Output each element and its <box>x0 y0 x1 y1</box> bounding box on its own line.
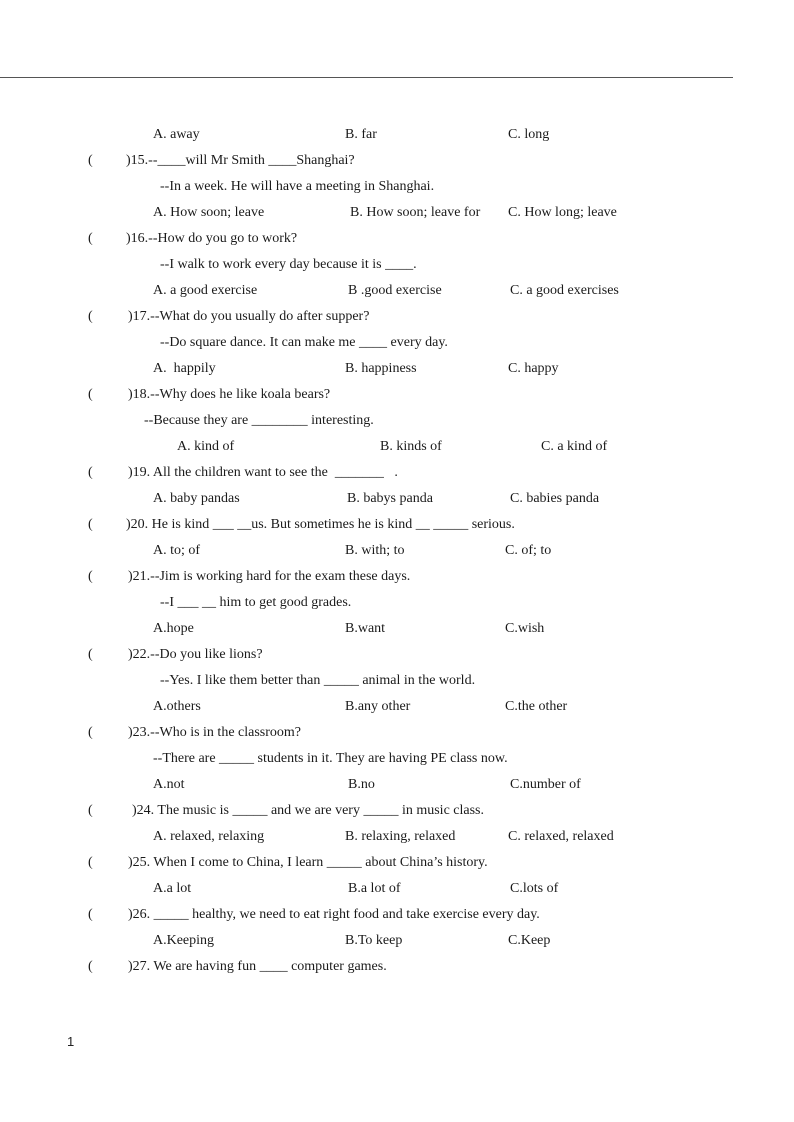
response-18: --Because they are ________ interesting. <box>144 413 374 428</box>
question-23: )23.--Who is in the classroom? <box>128 725 302 740</box>
option-b: B.no <box>348 777 375 792</box>
option-c: C. of; to <box>505 543 552 558</box>
option-c: C. a good exercises <box>510 283 619 298</box>
option-c: C.lots of <box>510 881 559 896</box>
option-c: C.the other <box>505 699 568 714</box>
option-c: C.number of <box>510 777 581 792</box>
option-c: C. a kind of <box>541 439 608 454</box>
option-b: B. babys panda <box>347 491 433 506</box>
option-a: A. How soon; leave <box>153 205 265 220</box>
answer-paren: ( <box>88 309 93 324</box>
answer-paren: ( <box>88 569 93 584</box>
question-19: )19. All the children want to see the _______ . <box>128 465 398 480</box>
answer-paren: ( <box>88 907 93 922</box>
option-a: A.others <box>153 699 201 714</box>
response-21: --I ___ __ him to get good grades. <box>160 595 352 610</box>
option-a: A.hope <box>153 621 194 636</box>
option-a: A. a good exercise <box>153 283 258 298</box>
option-b: B. with; to <box>345 543 405 558</box>
response-16: --I walk to work every day because it is ____. <box>160 257 417 272</box>
option-a: A. kind of <box>177 439 235 454</box>
question-22: )22.--Do you like lions? <box>128 647 263 662</box>
option-c: C. long <box>508 127 550 142</box>
question-21: )21.--Jim is working hard for the exam these days. <box>128 569 411 584</box>
question-18: )18.--Why does he like koala bears? <box>128 387 331 402</box>
option-a: A. happily <box>153 361 216 376</box>
answer-paren: ( <box>88 725 93 740</box>
option-b: B. kinds of <box>380 439 442 454</box>
option-b: B. How soon; leave for <box>350 205 481 220</box>
question-20: )20. He is kind ___ __us. But sometimes he is kind __ _____ serious. <box>126 517 515 532</box>
option-a: A. away <box>153 127 200 142</box>
option-c: C.wish <box>505 621 545 636</box>
option-b: B.any other <box>345 699 411 714</box>
response-17: --Do square dance. It can make me ____ every day. <box>160 335 448 350</box>
answer-paren: ( <box>88 959 93 974</box>
option-a: A.a lot <box>153 881 192 896</box>
option-a: A.not <box>153 777 185 792</box>
question-27: )27. We are having fun ____ computer games. <box>128 959 387 974</box>
option-c: C.Keep <box>508 933 551 948</box>
answer-paren: ( <box>88 803 93 818</box>
answer-paren: ( <box>88 517 93 532</box>
option-b: B .good exercise <box>348 283 442 298</box>
option-b: B. far <box>345 127 377 142</box>
answer-paren: ( <box>88 153 93 168</box>
response-23: --There are _____ students in it. They are having PE class now. <box>153 751 508 766</box>
response-22: --Yes. I like them better than _____ animal in the world. <box>160 673 476 688</box>
option-b: B. happiness <box>345 361 417 376</box>
question-17: )17.--What do you usually do after supper? <box>128 309 370 324</box>
response-15: --In a week. He will have a meeting in Shanghai. <box>160 179 435 194</box>
option-b: B.want <box>345 621 386 636</box>
option-a: A. baby pandas <box>153 491 240 506</box>
answer-paren: ( <box>88 231 93 246</box>
option-a: A. relaxed, relaxing <box>153 829 265 844</box>
answer-paren: ( <box>88 647 93 662</box>
option-c: C. babies panda <box>510 491 600 506</box>
question-25: )25. When I come to China, I learn _____ about China’s history. <box>128 855 488 870</box>
question-26: )26. _____ healthy, we need to eat right food and take exercise every day. <box>128 907 540 922</box>
question-15: )15.--____will Mr Smith ____Shanghai? <box>126 153 355 168</box>
answer-paren: ( <box>88 465 93 480</box>
page-number: 1 <box>67 1034 75 1049</box>
option-b: B.a lot of <box>348 881 401 896</box>
header-rule <box>0 77 733 78</box>
option-a: A. to; of <box>153 543 201 558</box>
option-b: B. relaxing, relaxed <box>345 829 456 844</box>
option-c: C. happy <box>508 361 559 376</box>
question-24: )24. The music is _____ and we are very _____ in music class. <box>132 803 485 818</box>
option-c: C. How long; leave <box>508 205 617 220</box>
option-a: A.Keeping <box>153 933 215 948</box>
answer-paren: ( <box>88 855 93 870</box>
option-b: B.To keep <box>345 933 403 948</box>
answer-paren: ( <box>88 387 93 402</box>
question-16: )16.--How do you go to work? <box>126 231 298 246</box>
option-c: C. relaxed, relaxed <box>508 829 614 844</box>
